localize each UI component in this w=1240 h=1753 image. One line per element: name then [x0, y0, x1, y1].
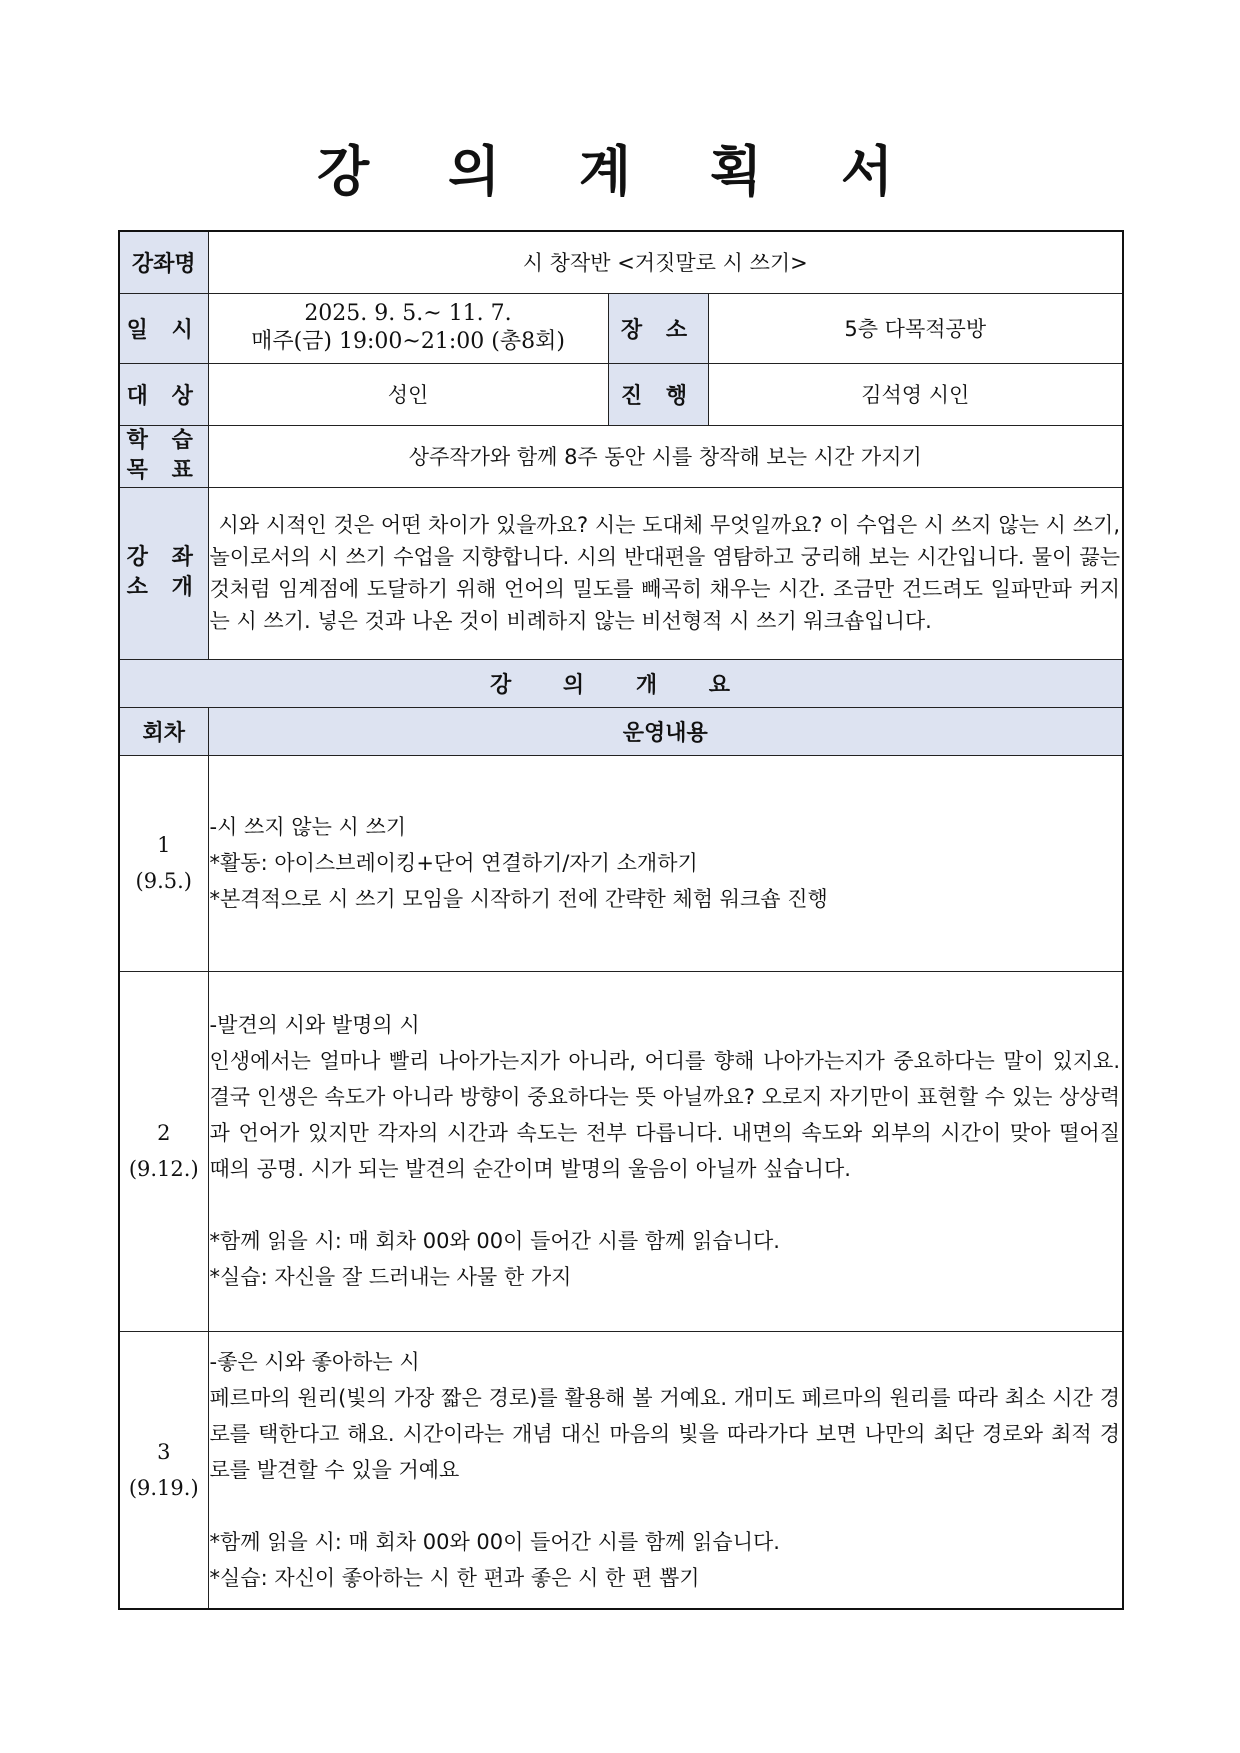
session-content	[208, 971, 1123, 1331]
intro-row	[119, 487, 1123, 659]
target-value: 성인	[208, 363, 608, 425]
goal-label-line2: 목 표	[126, 458, 201, 483]
spacer	[209, 1488, 1123, 1524]
host-value: 김석영 시인	[708, 363, 1123, 425]
goal-label	[119, 425, 208, 487]
intro-label	[119, 487, 208, 659]
session-row	[119, 755, 1123, 971]
spacer	[209, 1187, 1123, 1223]
session-content	[208, 1331, 1123, 1609]
overview-columns-row	[119, 707, 1123, 755]
session-number: 1	[157, 833, 171, 857]
session-description: 인생에서는 얼마나 빨리 나아가는지가 아니라, 어디를 향해 나아가는지가 중요하다는 말이 있지요. 결국 인생은 속도가 아니라 방향이 중요하다는 뜻 아닐까요? 오로지 자기만이 표현할 수 있는 상상력과 언어가 있지만 각자의 시간과 속도는 전부 다릅니다. 내면의 속도와 외부의 시간이 맞아 떨어질 때의 공명. 시가 되는 발견의 순간이며 발명의 울음이 아닐까 싶습니다.	[209, 1049, 1120, 1181]
session-round	[119, 1331, 208, 1609]
page-title: 강 의 계 획 서	[316, 140, 924, 203]
session-content	[208, 755, 1123, 971]
session-reading-note: *함께 읽을 시: 매 회차 00와 00이 들어간 시를 함께 읽습니다.	[209, 1529, 780, 1554]
date-value	[208, 293, 608, 363]
date-range: 2025. 9. 5.~ 11. 7.	[304, 301, 512, 326]
goal-label-line1: 학 습	[126, 428, 201, 453]
goal-row	[119, 425, 1123, 487]
round-column-header: 회차	[119, 707, 208, 755]
intro-value	[208, 487, 1123, 659]
date-weekly: 매주(금) 19:00~21:00 (총8회)	[251, 329, 565, 354]
overview-heading: 강 의 개 요	[119, 659, 1123, 707]
lecture-plan-table	[118, 230, 1124, 1610]
content-column-header: 운영내용	[208, 707, 1123, 755]
course-label: 강좌명	[119, 231, 208, 293]
session-date: (9.12.)	[128, 1157, 199, 1181]
intro-text: 시와 시적인 것은 어떤 차이가 있을까요? 시는 도대체 무엇일까요? 이 수업은 시 쓰지 않는 시 쓰기, 놀이로서의 시 쓰기 수업을 지향합니다. 시의 반대편을 염탐하고 궁리해 보는 시간입니다. 물이 끓는 것처럼 임계점에 도달하기 위해 언어의 밀도를 빼곡히 채우는 시간. 조금만 건드려도 일파만파 커지는 시 쓰기. 넣은 것과 나온 것이 비례하지 않는 비선형적 시 쓰기 워크숍입니다.	[209, 513, 1120, 633]
date-label: 일 시	[119, 293, 208, 363]
session-line: -시 쓰지 않는 시 쓰기	[209, 815, 407, 839]
session-round	[119, 755, 208, 971]
session-heading: -발견의 시와 발명의 시	[209, 1013, 420, 1037]
intro-label-line1: 강 좌	[126, 545, 201, 570]
place-value: 5층 다목적공방	[708, 293, 1123, 363]
session-heading: -좋은 시와 좋아하는 시	[209, 1349, 420, 1374]
session-number: 2	[157, 1121, 171, 1145]
course-row	[119, 231, 1123, 293]
session-practice-note: *실습: 자신을 잘 드러내는 사물 한 가지	[209, 1265, 572, 1289]
session-reading-note: *함께 읽을 시: 매 회차 00와 00이 들어간 시를 함께 읽습니다.	[209, 1229, 780, 1253]
intro-label-line2: 소 개	[126, 575, 201, 600]
target-row	[119, 363, 1123, 425]
schedule-row	[119, 293, 1123, 363]
session-description: 페르마의 원리(빛의 가장 짧은 경로)를 활용해 볼 거예요. 개미도 페르마의 원리를 따라 최소 시간 경로를 택한다고 해요. 시간이라는 개념 대신 마음의 빛을 따라가다 보면 나만의 최단 경로와 최적 경로를 발견할 수 있을 거예요	[209, 1385, 1120, 1482]
session-number: 3	[157, 1439, 171, 1464]
session-practice-note: *실습: 자신이 좋아하는 시 한 편과 좋은 시 한 편 뽑기	[209, 1565, 700, 1590]
session-date: (9.19.)	[128, 1475, 199, 1500]
session-row	[119, 1331, 1123, 1609]
session-line: *활동: 아이스브레이킹+단어 연결하기/자기 소개하기	[209, 851, 698, 875]
goal-value: 상주작가와 함께 8주 동안 시를 창작해 보는 시간 가지기	[208, 425, 1123, 487]
session-row	[119, 971, 1123, 1331]
place-label: 장 소	[608, 293, 708, 363]
host-label: 진 행	[608, 363, 708, 425]
session-line: *본격적으로 시 쓰기 모임을 시작하기 전에 간략한 체험 워크숍 진행	[209, 887, 828, 911]
session-date: (9.5.)	[135, 869, 192, 893]
session-round	[119, 971, 208, 1331]
course-value: 시 창작반 <거짓말로 시 쓰기>	[208, 231, 1123, 293]
overview-heading-row	[119, 659, 1123, 707]
target-label: 대 상	[119, 363, 208, 425]
